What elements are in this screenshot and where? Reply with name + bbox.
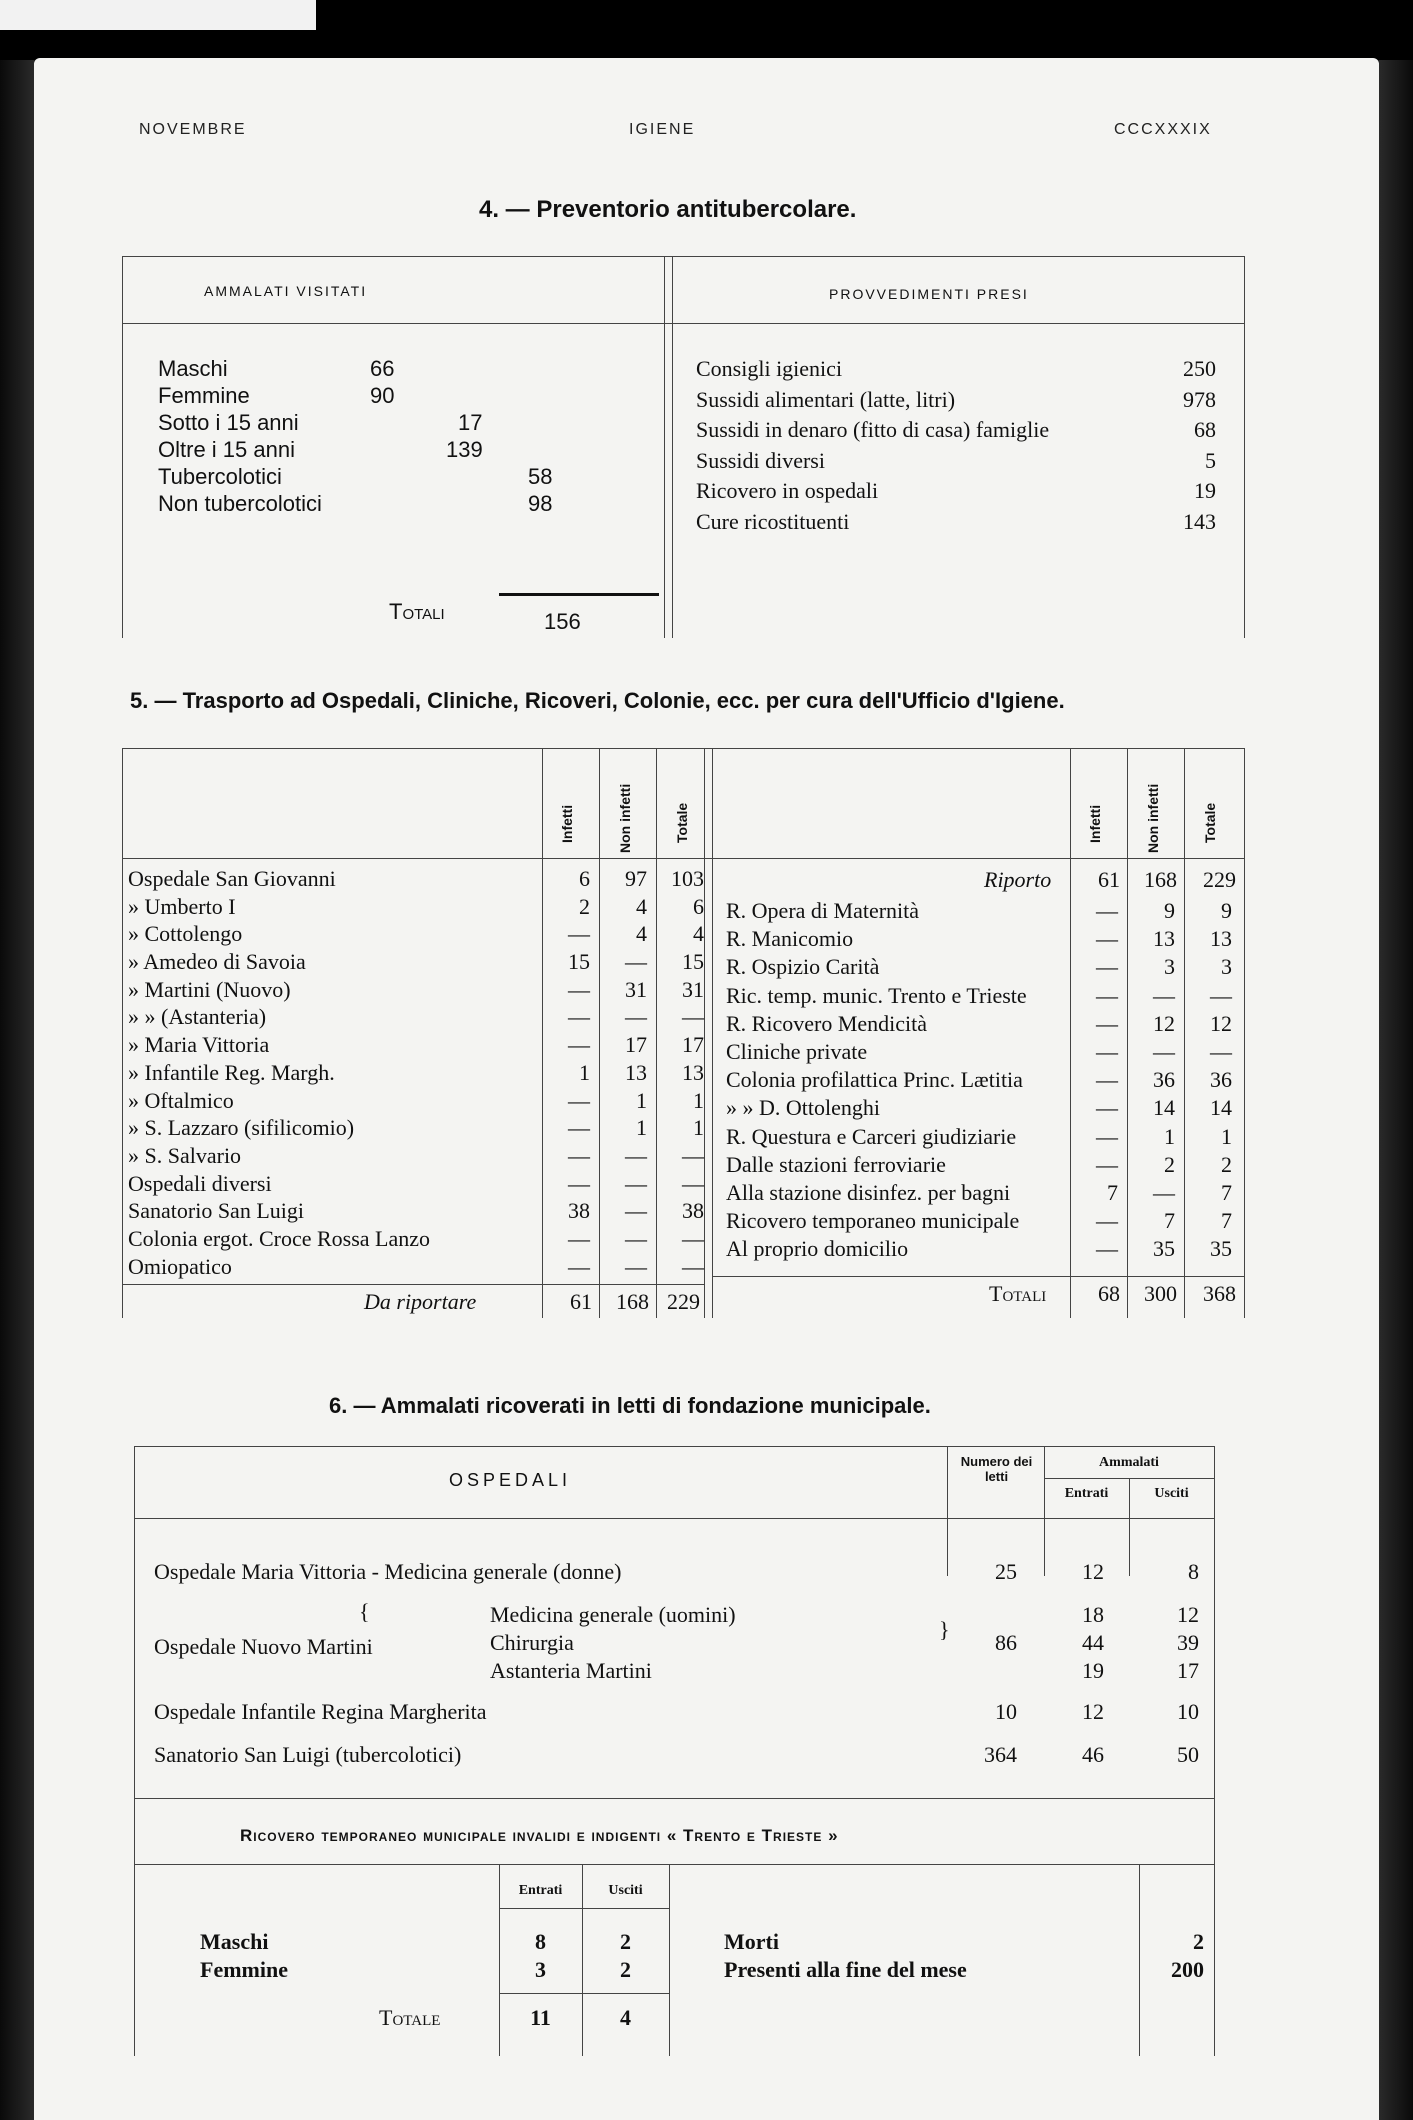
row-value-c: 1 [1221, 1123, 1232, 1149]
list-item [696, 387, 1216, 418]
value-entrati: 19 [1082, 1658, 1104, 1683]
value-usciti: 2 [620, 1957, 631, 1982]
row-label: Sussidi in denaro (fitto di casa) famiglie [696, 417, 1050, 442]
table-row [726, 983, 1240, 1011]
row-value-c: 13 [682, 1059, 704, 1085]
row-label: R. Manicomio [726, 926, 854, 952]
row-label: Tubercolotici [158, 464, 282, 489]
s6-r1-entrati: 12 [1082, 1559, 1104, 1584]
row-value-b: 13 [625, 1059, 647, 1085]
row-value-a: 7 [1107, 1179, 1118, 1205]
row-label: Sussidi diversi [696, 447, 825, 473]
table-row [726, 1095, 1240, 1123]
s6-r3-label: Ospedale Infantile Regina Margherita [154, 1699, 487, 1724]
s5-right-hdr-non-infetti: Non infetti [1145, 783, 1161, 853]
row-label: Oltre i 15 anni [158, 437, 295, 462]
s6-r1-usciti: 8 [1188, 1559, 1199, 1584]
row-value: 68 [1194, 417, 1216, 442]
section-6-title: 6. — Ammalati ricoverati in letti di fondazione municipale. [329, 1393, 931, 1418]
table-row [128, 1088, 712, 1116]
row-value: 143 [1183, 508, 1216, 534]
row-label: Sanatorio San Luigi [128, 1198, 304, 1224]
row-value: 5 [1205, 447, 1216, 473]
row-value-a: — [568, 1170, 590, 1196]
table-row [128, 977, 712, 1005]
s5-left-table [128, 866, 712, 1281]
row-value-c: 36 [1210, 1067, 1232, 1093]
ricovero-total-label: Totale [379, 2005, 441, 2030]
row-value-c: — [682, 1253, 704, 1279]
table-row [726, 1011, 1240, 1039]
row-value-a: — [568, 1004, 590, 1030]
row-label: » » D. Ottolenghi [726, 1095, 880, 1121]
table-row [128, 949, 712, 977]
table-row [128, 1226, 712, 1254]
s4-col-left-header: AMMALATI VISITATI [204, 283, 368, 299]
row-label: Alla stazione disinfez. per bagni [726, 1179, 1011, 1205]
s6-col-usciti: Usciti [1154, 1486, 1189, 1501]
row-label: » Cottolengo [128, 921, 243, 947]
row-label: Presenti alla fine del mese [724, 1957, 967, 1982]
s5-left-total-infetti: 61 [570, 1289, 592, 1314]
row-value-a: — [568, 921, 590, 947]
row-value-b: 1 [636, 1115, 647, 1141]
row-value-c: 7 [1221, 1208, 1232, 1234]
table-row [128, 921, 712, 949]
row-value-c: 13 [1210, 926, 1232, 952]
row-value-b: 4 [636, 893, 647, 919]
table-row [128, 1060, 712, 1088]
row-value-a: — [1096, 1095, 1118, 1121]
row-value-a: — [1096, 954, 1118, 980]
row-value-c: 7 [1221, 1179, 1232, 1205]
s6-r2-bracket-left: { [359, 1599, 370, 1624]
row-label: Consigli igienici [696, 356, 843, 381]
table-row [128, 1171, 712, 1199]
value-entrati: 3 [535, 1957, 546, 1982]
value-usciti: 39 [1177, 1630, 1199, 1655]
s4-total-label: Totali [389, 599, 445, 624]
row-value-c: 4 [693, 921, 704, 947]
s5-left-hdr-infetti: Infetti [559, 804, 575, 843]
list-item [158, 490, 658, 517]
value-eta: 17 [458, 410, 483, 435]
row-label: Ric. temp. munic. Trento e Trieste [726, 982, 1027, 1008]
running-header-page: CCCXXXIX [1114, 121, 1212, 138]
row-value-b: 97 [625, 866, 647, 891]
s6-r3-usciti: 10 [1177, 1699, 1199, 1724]
row-value-c: — [1210, 982, 1232, 1008]
row-label: Colonia profilattica Princ. Lætitia [726, 1067, 1023, 1093]
section-4-title: 4. — Preventorio antitubercolare. [479, 196, 857, 223]
s6-col-letti: Numero dei letti [960, 1454, 1033, 1484]
row-value-c: 1 [693, 1115, 704, 1141]
list-item: Medicina generale (uomini) [490, 1602, 736, 1627]
row-label: Colonia ergot. Croce Rossa Lanzo [128, 1225, 431, 1251]
row-value-b: 1 [1164, 1123, 1175, 1149]
list-item [696, 356, 1216, 387]
ricovero-title: Ricovero temporaneo municipale invalidi e indigenti « Trento e Trieste » [240, 1826, 839, 1845]
row-label: Cliniche private [726, 1038, 868, 1064]
row-value-c: 12 [1210, 1010, 1232, 1036]
table-row [726, 898, 1240, 926]
s6-r2-usciti [1129, 1601, 1199, 1685]
s6-r4-letti: 364 [984, 1742, 1017, 1767]
row-value-a: 38 [568, 1198, 590, 1224]
row-value-c: 9 [1221, 898, 1232, 923]
row-label: Sotto i 15 anni [158, 410, 299, 435]
running-header-month: NOVEMBRE [139, 121, 247, 138]
value-usciti: 2 [620, 1929, 631, 1954]
row-value-b: — [625, 1170, 647, 1196]
row-label: Sussidi alimentari (latte, litri) [696, 386, 956, 412]
row-label: Femmine [158, 383, 250, 408]
s5-right-total-label: Totali [989, 1281, 1047, 1306]
row-value-a: — [568, 1032, 590, 1058]
row-value-b: 17 [625, 1032, 647, 1058]
s6-col-ammalati: Ammalati [1099, 1455, 1159, 1470]
row-value-b: 31 [625, 976, 647, 1002]
s5-left-hdr-non-infetti: Non infetti [617, 783, 633, 853]
s4-col-right-header: PROVVEDIMENTI PRESI [829, 286, 1029, 302]
table-row [726, 1152, 1240, 1180]
value-sesso: 90 [370, 383, 395, 408]
s5-right-carry-noninfetti: 168 [1144, 867, 1177, 892]
value-diagnosi: 98 [528, 491, 553, 516]
table-row [128, 1198, 712, 1226]
row-value-a: 15 [568, 949, 590, 975]
row-value-c: 14 [1210, 1095, 1232, 1121]
list-item [724, 1956, 1204, 1984]
s5-right-hdr-totale: Totale [1202, 802, 1218, 843]
value-eta: 139 [446, 437, 483, 462]
table-row [726, 1236, 1240, 1264]
row-label: Ospedale Maria Vittoria - Medicina generale (donne) [154, 1559, 622, 1584]
s5-right-carry-label: Riporto [984, 867, 1052, 892]
row-value-a: — [568, 1253, 590, 1279]
ricovero-rows [200, 1928, 288, 1984]
row-value-c: 1 [693, 1087, 704, 1113]
list-item [158, 409, 658, 436]
s4-provvedimenti-list [696, 356, 1216, 539]
table-row [726, 1124, 1240, 1152]
row-value-c: 3 [1221, 954, 1232, 980]
row-value-a: — [1096, 1067, 1118, 1093]
s5-left-total-totale: 229 [667, 1289, 700, 1314]
row-value: 19 [1194, 478, 1216, 503]
row-label: » Maria Vittoria [128, 1032, 270, 1058]
ricovero-usciti-values [582, 1928, 669, 1984]
row-value-a: — [1096, 926, 1118, 952]
scan-edge-left [0, 60, 34, 2120]
row-label: R. Opera di Maternità [726, 898, 920, 923]
row-label: Morti [724, 1929, 779, 1954]
row-value: 250 [1183, 356, 1216, 381]
row-label: Ricovero in ospedali [696, 478, 879, 503]
row-label: R. Ospizio Carità [726, 954, 880, 980]
value-entrati: 44 [1082, 1630, 1104, 1655]
s5-right-total-infetti: 68 [1098, 1281, 1120, 1306]
list-item: Femmine [200, 1957, 288, 1982]
row-value: 978 [1183, 386, 1216, 412]
running-header-section: IGIENE [629, 121, 696, 138]
row-label: Ricovero temporaneo municipale [726, 1208, 1020, 1234]
table-row [726, 926, 1240, 954]
row-value-a: — [1096, 898, 1118, 923]
table-row [726, 1180, 1240, 1208]
table-row [128, 1032, 712, 1060]
s6-r2-sub-list [490, 1601, 736, 1685]
row-value-b: — [1153, 1038, 1175, 1064]
s6-r2-letti: 86 [995, 1630, 1017, 1655]
row-label: Ospedale San Giovanni [128, 866, 336, 891]
s6-row-maria-vittoria [154, 1558, 621, 1586]
ricovero-extra [724, 1928, 1204, 1984]
s4-visitati-list [158, 355, 658, 517]
row-value-b: 9 [1164, 898, 1175, 923]
row-value-b: 1 [636, 1087, 647, 1113]
row-value-c: — [1210, 1038, 1232, 1064]
row-value-a: — [1096, 982, 1118, 1008]
s5-right-total-noninfetti: 300 [1144, 1281, 1177, 1306]
row-label: R. Ricovero Mendicità [726, 1010, 928, 1036]
row-value-b: — [625, 949, 647, 975]
table-row [726, 1208, 1240, 1236]
table-row [128, 1115, 712, 1143]
row-value-b: 12 [1153, 1010, 1175, 1036]
s6-r1-letti: 25 [995, 1559, 1017, 1584]
row-value-b: — [625, 1198, 647, 1224]
row-value-c: — [682, 1225, 704, 1251]
s5-right-total-totale: 368 [1203, 1281, 1236, 1306]
s5-right-carry-infetti: 61 [1098, 867, 1120, 892]
row-value-c: — [682, 1004, 704, 1030]
row-label: Dalle stazioni ferroviarie [726, 1151, 946, 1177]
row-value-b: — [625, 1225, 647, 1251]
ricovero-total-usciti: 4 [620, 2005, 631, 2030]
row-label: » Umberto I [128, 893, 236, 919]
list-item [158, 463, 658, 490]
table-row [726, 954, 1240, 982]
row-label: Omiopatico [128, 1253, 232, 1279]
value-entrati: 18 [1082, 1602, 1104, 1627]
s6-r3-entrati: 12 [1082, 1699, 1104, 1724]
row-label: » S. Salvario [128, 1142, 242, 1168]
ricovero-col-usciti: Usciti [608, 1883, 643, 1898]
s6-r2-entrati [1044, 1601, 1104, 1685]
s4-total-value: 156 [544, 609, 581, 634]
ricovero-col-entrati: Entrati [518, 1883, 563, 1898]
row-label: Al proprio domicilio [726, 1236, 909, 1262]
row-value-c: 15 [682, 949, 704, 975]
s6-r4-entrati: 46 [1082, 1742, 1104, 1767]
row-value-b: — [625, 1142, 647, 1168]
table-row [128, 894, 712, 922]
row-value-b: 3 [1164, 954, 1175, 980]
table-row [726, 1067, 1240, 1095]
row-label: Non tubercolotici [158, 491, 322, 516]
row-label: R. Questura e Carceri giudiziarie [726, 1123, 1017, 1149]
list-item: Astanteria Martini [490, 1658, 652, 1683]
ricovero-total-entrati: 11 [530, 2005, 551, 2030]
row-value-a: — [568, 1142, 590, 1168]
row-label: » » (Astanteria) [128, 1004, 267, 1030]
row-value-b: 13 [1153, 926, 1175, 952]
row-value-a: 6 [579, 866, 590, 891]
row-value-a: — [568, 1225, 590, 1251]
table-row [726, 1039, 1240, 1067]
row-value-c: 103 [671, 866, 704, 891]
table-row [128, 1004, 712, 1032]
page-sheet [34, 58, 1379, 2120]
value-sesso: 66 [370, 356, 395, 381]
value-usciti: 12 [1177, 1602, 1199, 1627]
list-item [158, 355, 658, 382]
row-value-a: — [1096, 1236, 1118, 1262]
row-value-a: — [1096, 1038, 1118, 1064]
list-item [696, 448, 1216, 479]
row-label: Cure ricostituenti [696, 508, 850, 534]
list-item [696, 509, 1216, 540]
row-label: » Martini (Nuovo) [128, 976, 291, 1002]
list-item: Chirurgia [490, 1630, 574, 1655]
row-value-c: — [682, 1142, 704, 1168]
list-item [158, 382, 658, 409]
row-value-b: 35 [1153, 1236, 1175, 1262]
scan-border-top-white [0, 0, 316, 30]
value-usciti: 17 [1177, 1658, 1199, 1683]
row-value-b: — [1153, 1179, 1175, 1205]
value-diagnosi: 58 [528, 464, 553, 489]
row-value-a: — [1096, 1151, 1118, 1177]
s5-left-hdr-totale: Totale [674, 802, 690, 843]
row-label: » S. Lazzaro (sifilicomio) [128, 1115, 355, 1141]
row-value-b: — [625, 1004, 647, 1030]
row-value-b: 2 [1164, 1151, 1175, 1177]
row-label: Maschi [158, 356, 228, 381]
table-row [128, 1143, 712, 1171]
s6-r4-label: Sanatorio San Luigi (tubercolotici) [154, 1742, 462, 1767]
row-value-a: 2 [579, 893, 590, 919]
row-value-a: — [568, 1087, 590, 1113]
row-value-c: 35 [1210, 1236, 1232, 1262]
ricovero-entrati-values [499, 1928, 582, 1984]
s5-right-table [726, 898, 1240, 1264]
row-value-c: 17 [682, 1032, 704, 1058]
s6-col-ospedali: OSPEDALI [449, 1470, 572, 1490]
list-item [696, 478, 1216, 509]
s6-r4-usciti: 50 [1177, 1742, 1199, 1767]
list-item [724, 1928, 1204, 1956]
row-value-b: — [625, 1253, 647, 1279]
list-item [696, 417, 1216, 448]
row-label: » Amedeo di Savoia [128, 949, 306, 975]
row-value-b: 7 [1164, 1208, 1175, 1234]
row-value-b: — [1153, 982, 1175, 1008]
row-value-c: 38 [682, 1198, 704, 1224]
s5-right-hdr-infetti: Infetti [1087, 804, 1103, 843]
row-value-c: 2 [1221, 1151, 1232, 1177]
value-entrati: 8 [535, 1929, 546, 1954]
row-value-b: 36 [1153, 1067, 1175, 1093]
row-value-c: 6 [693, 893, 704, 919]
scan-edge-right [1379, 60, 1413, 2120]
row-value-b: 14 [1153, 1095, 1175, 1121]
row-value-a: — [1096, 1010, 1118, 1036]
row-value-c: — [682, 1170, 704, 1196]
s5-left-total-noninfetti: 168 [616, 1289, 649, 1314]
row-value-a: — [1096, 1208, 1118, 1234]
row-value-a: — [568, 976, 590, 1002]
list-item: Maschi [200, 1929, 269, 1954]
row-label: » Infantile Reg. Margh. [128, 1059, 335, 1085]
s6-r2-label: Ospedale Nuovo Martini [154, 1634, 373, 1659]
row-value-c: 31 [682, 976, 704, 1002]
s6-r3-letti: 10 [995, 1699, 1017, 1724]
s5-left-total-label: Da riportare [364, 1289, 477, 1314]
row-label: Ospedali diversi [128, 1170, 272, 1196]
section-5-title: 5. — Trasporto ad Ospedali, Cliniche, Ricoveri, Colonie, ecc. per cura dell'Ufficio d'Igiene. [130, 688, 1065, 713]
row-value: 2 [1193, 1929, 1204, 1954]
table-row [128, 1254, 712, 1282]
row-value-a: — [1096, 1123, 1118, 1149]
table-row [128, 866, 712, 894]
row-value-a: — [568, 1115, 590, 1141]
row-value-a: 1 [579, 1059, 590, 1085]
row-value-b: 4 [636, 921, 647, 947]
row-value: 200 [1171, 1957, 1204, 1982]
s5-right-carry-totale: 229 [1203, 867, 1236, 892]
s6-r2-bracket-right: } [939, 1617, 950, 1642]
list-item [158, 436, 658, 463]
row-label: » Oftalmico [128, 1087, 234, 1113]
s6-col-entrati: Entrati [1064, 1486, 1109, 1501]
